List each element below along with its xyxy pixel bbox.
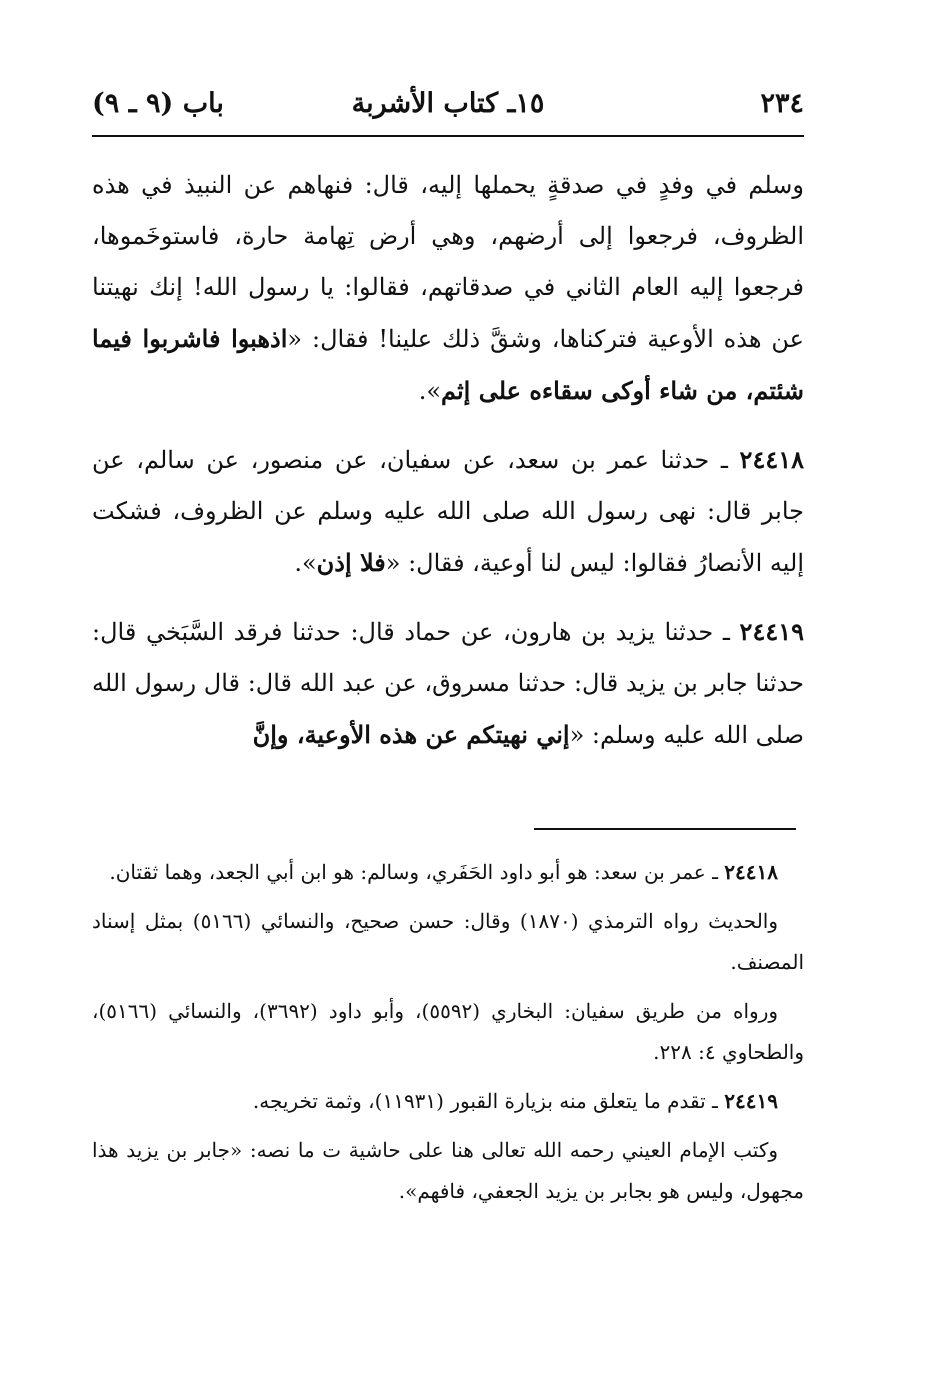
book-title: ١٥ـ كتاب الأشربة	[351, 88, 545, 119]
paragraph-text: ـ حدثنا يزيد بن هارون، عن حماد قال: حدثنا فرقد السَّبَخي قال: حدثنا جابر بن يزيد قال: حدثنا مسروق، عن عبد الله قال: قال رسول الله صلى الله عليه وسلم: «	[92, 618, 804, 749]
hadith-24419-paragraph	[92, 606, 804, 761]
book-page	[92, 0, 804, 1377]
hadith-number: ٢٤٤١٨	[739, 445, 804, 474]
page-number: ٢٣٤	[760, 88, 804, 119]
footnote-aini: وكتب الإمام العيني رحمه الله تعالى هنا على حاشية ت ما نصه: «جابر بن يزيد هذا مجهول، وليس هو بجابر بن يزيد الجعفي، فافهم».	[92, 1138, 804, 1203]
running-header	[92, 88, 804, 128]
hadith-continuation-paragraph	[92, 160, 804, 417]
hadith-number: ٢٤٤١٩	[739, 617, 804, 646]
footnotes	[92, 852, 804, 1212]
footnote-sufyan-route: ورواه من طريق سفيان: البخاري (٥٥٩٢)، وأبو داود (٣٦٩٢)، والنسائي (٥١٦٦)، والطحاوي ٤: ٢٢٨.	[92, 999, 804, 1064]
footnote-text: ـ عمر بن سعد: هو أبو داود الحَفَري، وسالم: هو ابن أبي الجعد، وهما ثقتان.	[109, 860, 725, 884]
footnote-text: ـ تقدم ما يتعلق منه بزيارة القبور (١١٩٣١)، وثمة تخريجه.	[252, 1089, 725, 1113]
prophetic-quote: إني نهيتكم عن هذه الأوعية، وإنَّ	[252, 720, 570, 749]
footnote-tirmidhi: والحديث رواه الترمذي (١٨٧٠) وقال: حسن صحيح، والنسائي (٥١٦٦) بمثل إسناد المصنف.	[92, 909, 804, 974]
hadith-24418-paragraph	[92, 434, 804, 589]
paragraph-text: وسلم في وفدٍ في صدقةٍ يحملها إليه، قال: فنهاهم عن النبيذ في هذه الظروف، فرجعوا إلى أرضهم، وهي أرض تِهامة حارة، فاستوخَموها، فرجعوا إليه العام الثاني في صدقاتهم، فقالوا: يا رسول الله! إنك نهيتنا عن هذه الأوعية فتركناها، وشقَّ ذلك علينا! فقال: «	[92, 171, 804, 353]
quote-close: ».	[418, 377, 442, 405]
footnote-24418	[92, 852, 804, 893]
footnote-number: ٢٤٤١٩	[724, 1089, 778, 1113]
footnote-24419	[92, 1081, 804, 1122]
chapter-label: باب (٩ ـ ٩)	[92, 88, 224, 119]
header-divider	[92, 135, 804, 137]
footnote-number: ٢٤٤١٨	[724, 860, 778, 884]
footnote-separator	[534, 828, 796, 830]
main-text	[92, 160, 804, 761]
quote-close: ».	[294, 549, 317, 577]
prophetic-quote: اذهبوا فاشربوا فيما شئتم، من شاء أوكى سقاءه على إثم	[92, 324, 804, 405]
paragraph-text: ـ حدثنا عمر بن سعد، عن سفيان، عن منصور، عن سالم، عن جابر قال: نهى رسول الله صلى الله عليه وسلم عن الظروف، فشكت إليه الأنصارُ فقالوا: ليس لنا أوعية، فقال: «	[92, 446, 804, 577]
prophetic-quote: فلا إذن	[316, 548, 386, 577]
